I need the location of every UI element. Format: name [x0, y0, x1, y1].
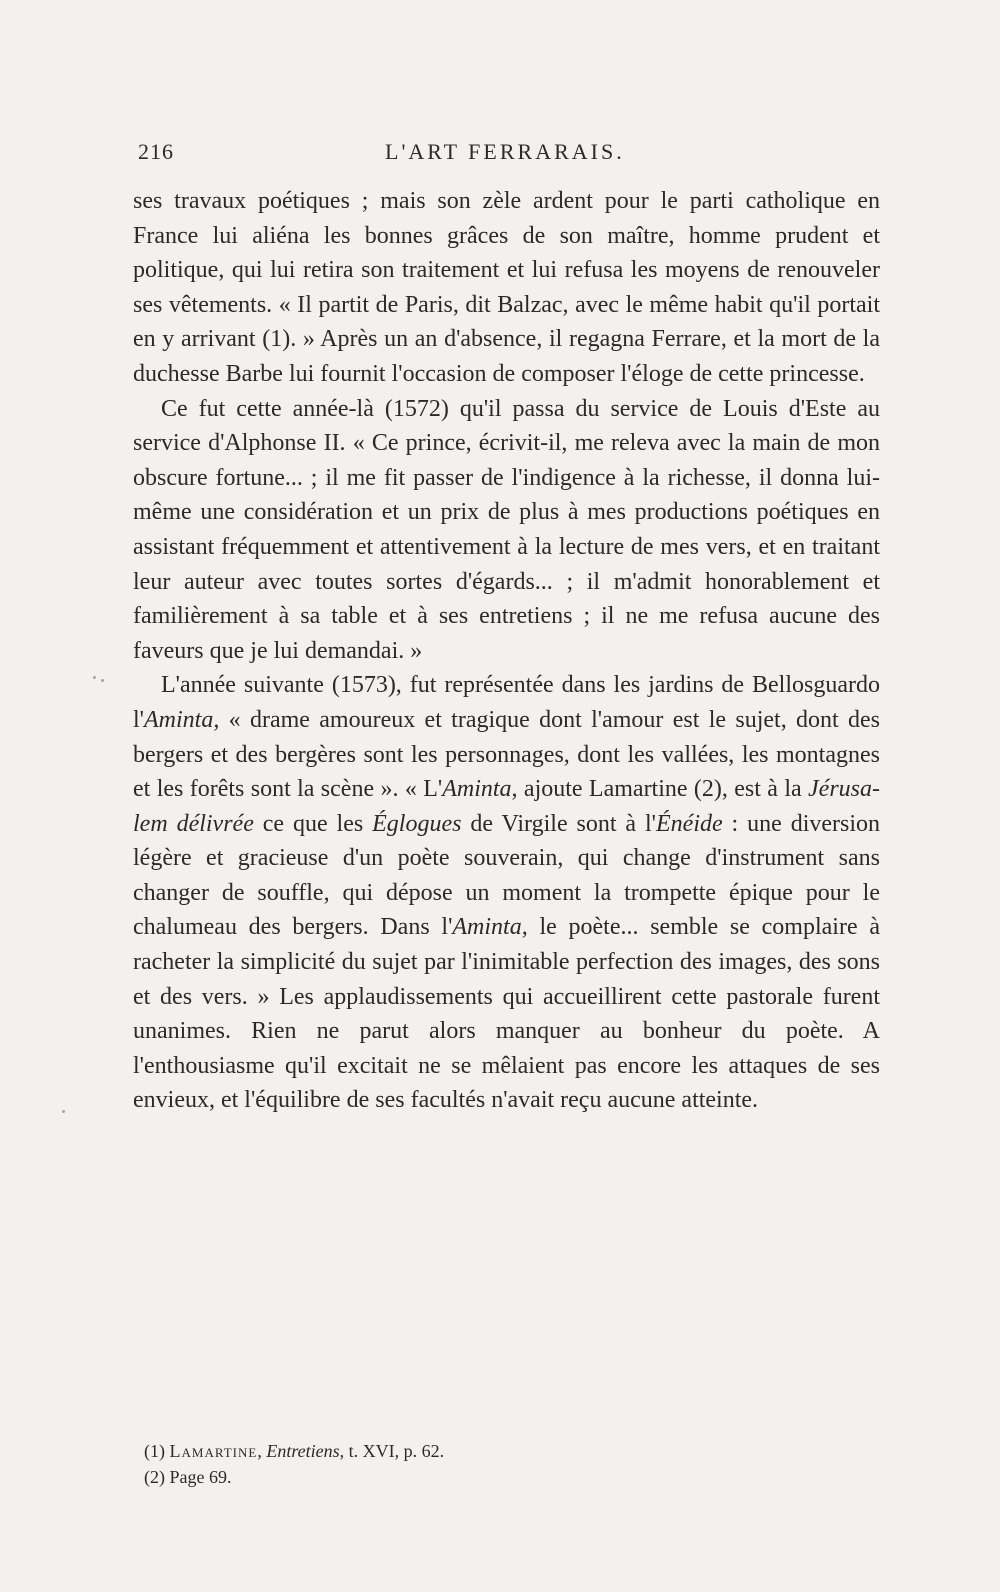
italic-text: Jérusalem délivrée	[133, 776, 881, 837]
footnote-text: ,	[257, 1441, 267, 1461]
text-run: ce que les	[253, 810, 373, 837]
footnote-text: , t. XVI, p. 62.	[339, 1441, 445, 1461]
paragraph	[133, 392, 880, 669]
page-number: 216	[138, 139, 174, 164]
footnote-text: (1)	[144, 1441, 170, 1461]
text-run: : une diversion légère et gracieuse d'un poète souverain, qui change d'instrument sans changer de souffle, qui dépose un moment la trompette épique pour le chalumeau des bergers. Dans l'	[133, 810, 881, 941]
italic-text: Aminta,	[452, 914, 528, 941]
paper-speck	[101, 679, 104, 682]
paragraph	[133, 668, 880, 1118]
text-run: le poète... semble se complaire à racheter la simplicité du sujet par l'inimitable perfection des images, des sons et des vers. » Les applaudissements qui accueillirent cette pastorale furent unanimes. Rien ne parut alors manquer au bonheur du poète. A l'enthousiasme qu'il excitait ne se mêlaient pas encore les attaques de ses envieux, et l'équilibre de ses facultés n'avait reçu aucune atteinte.	[133, 914, 880, 1114]
text-run: Ce fut cette année-là (1572) qu'il passa du service de Louis d'Este au service d'Alphonse II. « Ce prince, écrivit-il, me releva avec la main de mon obscure fortune... ; il me fit passer de l'indigence à la richesse, il donna lui-même une considération et un prix de plus à mes productions poétiques en assistant fréquemment et attentivement à la lecture de mes vers, et en traitant leur auteur avec toutes sortes d'égards... ; il m'admit honorablement et familièrement à sa table et à ses entretiens ; il ne me refusa aucune des faveurs que je lui demandai. »	[133, 395, 880, 664]
footnote-text: (2) Page 69.	[144, 1467, 232, 1487]
paper-speck	[93, 676, 96, 679]
footnote-author: Lamartine	[169, 1441, 258, 1461]
running-head	[138, 139, 868, 169]
text-run: ses travaux poétiques ; mais son zèle ardent pour le parti catholique en France lui aliéna les bonnes grâces de son maître, homme prudent et politique, qui lui retira son traitement et lui refusa les moyens de renouveler ses vêtements. « Il partit de Paris, dit Balzac, avec le même habit qu'il portait en y arrivant (1). » Après un an d'absence, il regagna Ferrare, et la mort de la duchesse Barbe lui fournit l'occasion de composer l'éloge de cette princesse.	[133, 188, 880, 387]
italic-text: Énéide	[656, 810, 723, 837]
text-run: de Virgile sont à l'	[461, 810, 656, 837]
paper-speck	[62, 1110, 65, 1113]
text-run: , ajoute Lamartine (2), est à la	[511, 776, 809, 803]
footnote	[144, 1438, 844, 1464]
italic-text: Églogues	[372, 810, 462, 837]
running-title: L'ART FERRARAIS.	[385, 139, 625, 164]
italic-text: Aminta,	[144, 706, 220, 733]
text-run: L'année suivante (1573), fut représentée dans les jardins de Bellosguardo l'	[133, 672, 880, 733]
footnotes	[144, 1438, 844, 1490]
text-run: « drame amoureux et tragique dont l'amour est le sujet, dont des bergers et des bergères sont les personnages, dont les vallées, les montagnes et les forêts sont la scène ». « L'	[133, 706, 880, 803]
italic-text: Aminta	[442, 776, 512, 803]
footnote	[144, 1464, 844, 1490]
paragraph	[133, 184, 880, 392]
body-text	[133, 184, 880, 1118]
footnote-italic: Entretiens	[266, 1441, 340, 1461]
